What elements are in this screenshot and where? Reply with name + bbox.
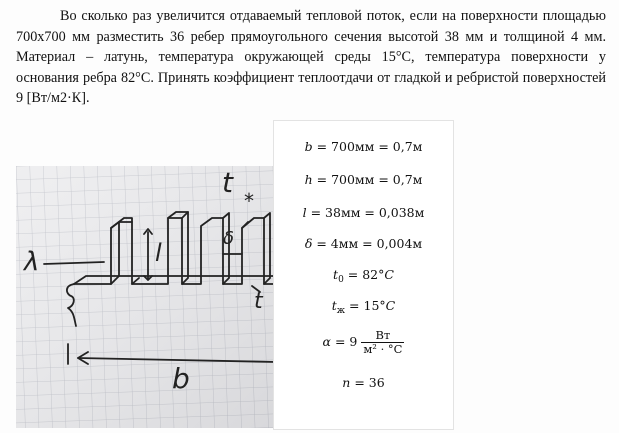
t-star-label: t [222,166,233,199]
graph-paper-sketch [16,166,278,428]
problem-statement: Во сколько раз увеличится отдаваемый тепловой поток, если на поверхности площадью 700х700 мм разместить 36 ребер прямоугольного сечения высотой 38 мм и толщиной 4 мм. Материал – латунь, температура окружающей среды 15°С, температура поверхности у основания ребра 82°С. Принять коэффициент теплоотдачи от гладкой и ребристой поверхностей 9 [Вт/м2·К]. [16,8,606,107]
given-n: n = 36 [342,375,385,390]
given-l: l = 38мм = 0,038м [302,205,425,220]
alpha-unit-fraction: $\frac{Вт}{\text{м² · °С}}$ [363,328,403,356]
delta-label: δ [223,228,235,249]
given-tzh: $t_ж = 15^\circ C$ [331,298,396,316]
given-b: b = 700мм = 0,7м [304,139,423,154]
given-delta: δ = 4мм = 0,004м [304,236,423,251]
t-star-subscript: * [244,189,254,213]
given-h: h = 700мм = 0,7м [304,172,423,187]
hand-drawn-fin-sketch [16,166,278,428]
b-label: b [172,362,190,395]
given-values-panel [273,120,454,430]
given-t0: $t_0 = 82^\circ C$ [333,267,394,285]
given-alpha: α = 9 $\frac{Вт}{\text{м² · °С}}$ [322,328,403,356]
t-base-label: t [254,289,263,314]
lambda-label: λ [24,247,40,277]
l-label: l [155,239,162,267]
